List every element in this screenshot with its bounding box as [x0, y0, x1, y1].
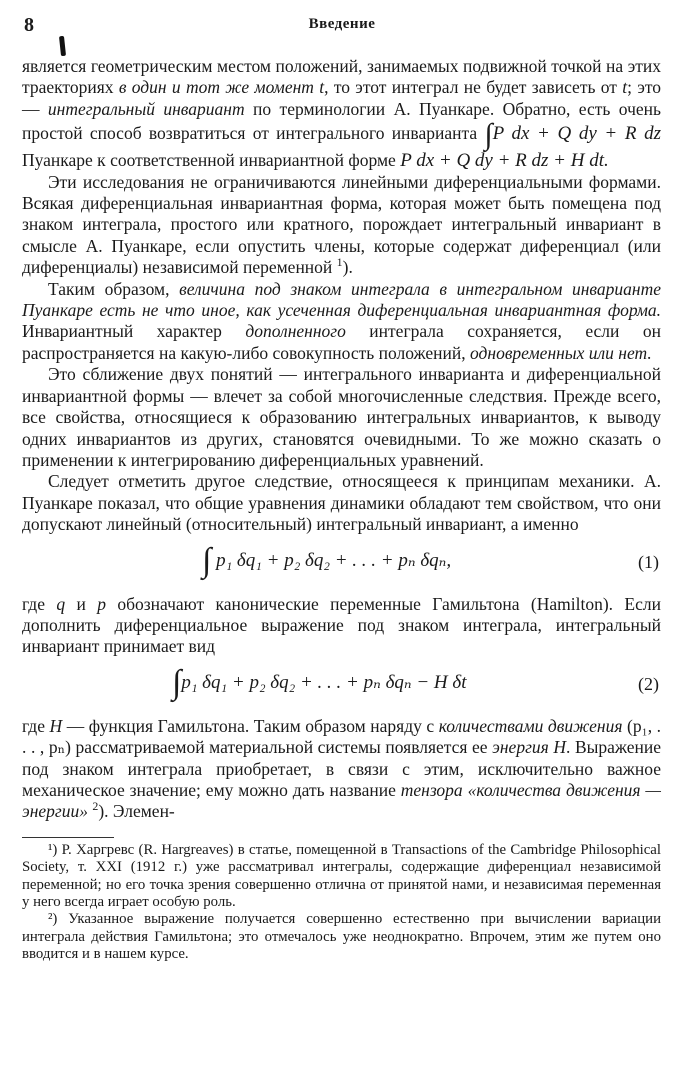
chapter-title: Введение — [308, 16, 376, 32]
equation-1: ∫ p₁ δq₁ + p₂ δq₂ + . . . + pₙ δqₙ, (1) — [202, 541, 659, 579]
equation-2-number: (2) — [638, 673, 659, 694]
equation-2-expression: p₁ δq₁ + p₂ δq₂ + . . . + pₙ δqₙ − H δt — [181, 671, 467, 693]
main-text — [22, 56, 661, 964]
paragraph-2: Эти исследования не ограничиваются линейными диференциальными формами. Всякая диференциальная инвариантная форма, которая может быть помещена под знаком интеграла, простого или кратного, порождает интегральный инвариант в смысле А. Пуанкаре, если опустить члены, которые содержат диференциал (или диференциалы) независимой переменной $^1$). — [22, 171, 661, 278]
footnote-1: ¹) Р. Харгревс (R. Hargreaves) в статье, помещенной в Transactions of the Cambridge Philosophical Society, т. XXI (1912 г.) уже рассматривал интегралы, содержащие диференциал независимой переменной; но его точка зрения совершенно отлична от принятой нами, и независимая переменная у него всегда играет особую роль. — [22, 841, 661, 910]
paragraph-6: где q и p обозначают канонические переменные Гамильтона (Hamilton). Если дополнить диференциальное выражение под знаком интеграла, интегральный инвариант принимает вид — [22, 593, 661, 657]
equation-1-number: (1) — [638, 551, 659, 572]
paragraph-1: является геометрическим местом положений, занимаемых подвижной точкой на этих траекториях в один и тот же момент t, то этот интеграл не будет зависеть от t; это — интегральный инвариант по терминологии А. Пуанкаре. Обратно, есть очень простой способ возвратиться от интегрального инварианта ∫P dx + Q dy + R dz Пуанкаре к соответственной инвариантной форме P dx + Q dy + R dz + H dt. — [22, 56, 662, 172]
paragraph-4: Это сближение двух понятий — интегрального инварианта и диференциальной инвариантной формы — влечет за собой многочисленные следствия. Прежде всего, все свойства, относящиеся к образованию интегральных инвариантов, к выводу одних инвариантов из других, становятся очевидными. То же можно сказать о применении к интегрированию диференциальных уравнений. — [22, 364, 661, 470]
ink-mark — [59, 36, 66, 56]
footnote-separator — [22, 837, 114, 838]
equation-2: ∫p₁ δq₁ + p₂ δq₂ + . . . + pₙ δqₙ − H δt (2) — [172, 663, 659, 701]
equation-1-expression: p₁ δq₁ + p₂ δq₂ + . . . + pₙ δqₙ, — [216, 549, 452, 571]
paragraph-7: где H — функция Гамильтона. Таким образом наряду с количествами движения (p₁, . . . , pₙ) рассматриваемой материальной системы появляется ее энергия H. Выражение под знаком интеграла приобретает, в связи с этим, исключительно важное механическое значение; ему можно дать название тензора «количества движения — энергии» $^2$). Элемен- — [22, 715, 662, 822]
paragraph-3: Таким образом, величина под знаком интеграла в интегральном инварианте Пуанкаре есть не что иное, как усеченная диференциальная инвариантная форма. Инвариантный характер дополненного интеграла сохраняется, если он распространяется на какую-либо совокупность положений, одновременных или нет. — [22, 278, 661, 363]
footnote-ref-1: 1 — [336, 255, 343, 270]
paragraph-5: Следует отметить другое следствие, относящееся к принципам механики. А. Пуанкаре показал, что общие уравнения динамики обладают тем свойством, что они допускают линейный (относительный) интегральный инвариант, а именно — [22, 471, 661, 535]
running-header — [24, 14, 660, 38]
term-integral-invariant: интегральный инвариант — [47, 98, 245, 119]
inline-formula-2: P dx + Q dy + R dz + H dt. — [400, 150, 609, 172]
footnote-ref-2: 2 — [92, 799, 99, 814]
inline-formula-1: ∫P dx + Q dy + R dz — [484, 118, 661, 152]
page-number: 8 — [24, 14, 34, 36]
footnote-2: ²) Указанное выражение получается совершенно естественно при вычислении вариации интеграла действия Гамильтона; это отмечалось уже неоднократно. Впрочем, этим же путем оно вводится и в нашем курсе. — [22, 911, 661, 963]
